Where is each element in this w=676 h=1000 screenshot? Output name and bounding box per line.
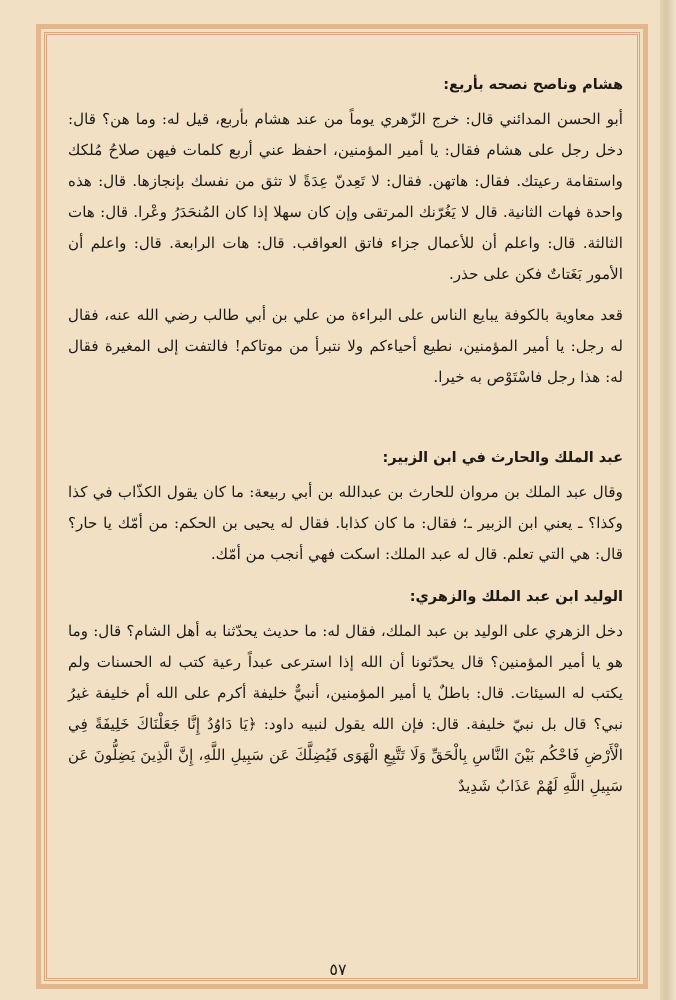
page-edge-shadow: [660, 0, 676, 1000]
paragraph: أبو الحسن المدائني قال: خرج الزّهري يوماً من عند هشام بأربع، قيل له: وما هن؟ قال: دخل رجل على هشام فقال: يا أمير المؤمنين، احفظ عني أربع كلمات فيهن صلاحُ مُلكك واستقامة رعيتك. فقال: هاتهن. فقال: لا تَعِدنّ عِدَةً لا تثق من نفسك بإنجازها. قال: هذه واحدة فهات الثانية. قال لا يَغُرّنك المرتقى وإن كان سهلا إذا كان المُنحَدَرُ وعْرا. قال: هات الثالثة. قال: واعلم أن للأعمال جزاء فاتق العواقب. قال: هات الرابعة. قال: واعلم أن الأمور بَغَتاتٌ فكن على حذر.: [68, 110, 623, 283]
paragraph: وقال عبد الملك بن مروان للحارث بن عبدالله بن أبي ربيعة: ما كان يقول الكذّاب في كذا وكذا؟ ـ يعني ابن الزبير ـ؛ فقال: ما كان كذابا. فقال له يحيى بن الحكم: من أمّك يا حار؟ قال: هي التي تعلم. قال له عبد الملك: اسكت فهي أنجب من أمّك.: [68, 483, 623, 563]
section-heading: هشام وناصح نصحه بأربع:: [443, 77, 623, 93]
paragraph: دخل الزهري على الوليد بن عبد الملك، فقال له: ما حديث يحدّثنا به أهل الشام؟ قال: وما هو يا أمير المؤمنين؟ قال يحدّثونا أن الله إذا استرعى عبداً رعية كتب له الحسنات ولم يكتب له السيئات. قال: باطلٌ يا أمير المؤمنين، أنبيٌّ خليفة أكرم على الله أم خليفة غيرُ نبي؟ قال بل نبيّ خليفة. قال: فإن الله يقول لنبيه داود: ﴿يَا دَاوُدُ إِنَّا جَعَلْنَاكَ خَلِيفَةً فِي الْأَرْضِ فَاحْكُم بَيْنَ النَّاسِ بِالْحَقِّ وَلَا تَتَّبِعِ الْهَوَى فَيُضِلَّكَ عَن سَبِيلِ اللَّهِ، إِنَّ الَّذِينَ يَضِلُّونَ عَن سَبِيلِ اللَّهِ لَهُمْ عَذَابٌ شَدِيدٌ: [68, 622, 623, 795]
section-gap: [68, 403, 623, 431]
section-heading: الوليد ابن عبد الملك والزهري:: [409, 589, 623, 605]
page-number: ٥٧: [329, 960, 347, 979]
page-content: [68, 72, 623, 952]
section-heading: عبد الملك والحارث في ابن الزبير:: [382, 450, 623, 466]
paragraph: قعد معاوية بالكوفة يبايع الناس على البراءة من علي بن أبي طالب رضي الله عنه، فقال له رجل: يا أمير المؤمنين، نطيع أحياءكم ولا نتبرأ من موتاكم! فالتفت إلى المغيرة فقال له: هذا رجل فاسْتَوْص به خيرا.: [68, 306, 623, 386]
